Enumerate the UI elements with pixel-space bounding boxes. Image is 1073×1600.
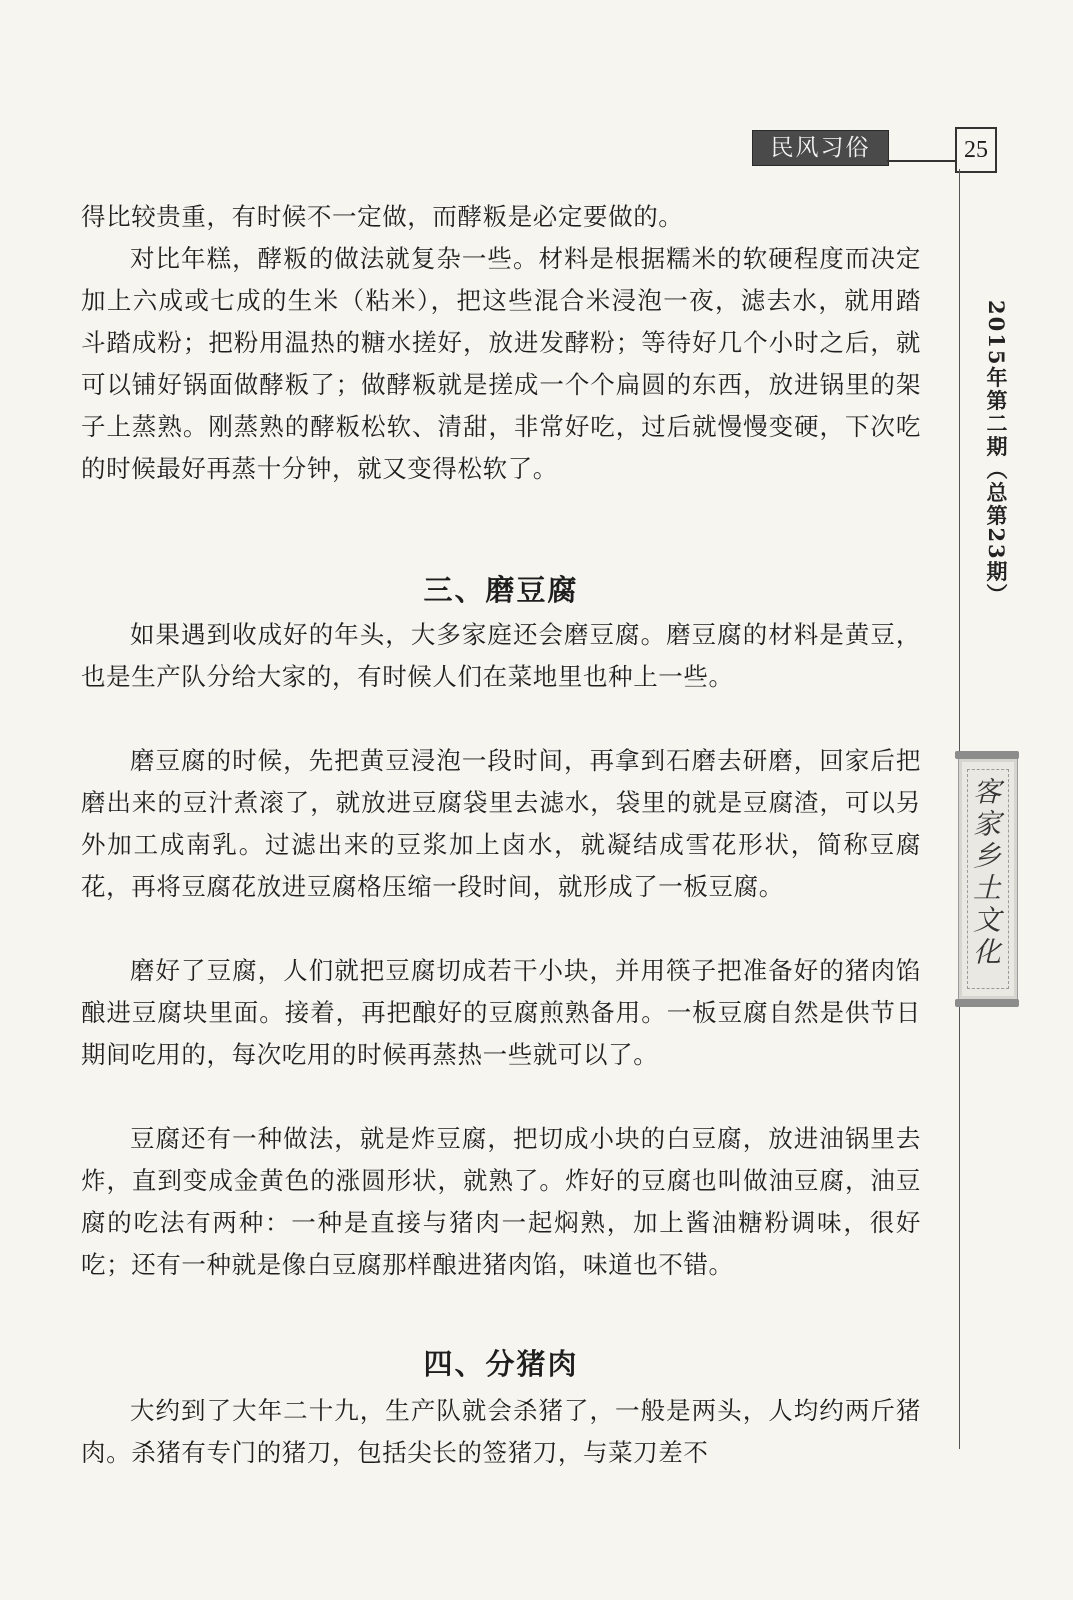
paragraph-continued: 得比较贵重，有时候不一定做，而酵粄是必定要做的。 [81, 202, 684, 231]
banner-calligraphy: 客家乡土文化 [969, 777, 1002, 969]
banner-roll-top [955, 751, 1019, 759]
section-tag: 民风习俗 [752, 130, 889, 166]
section-heading-tofu: 三、磨豆腐 [423, 573, 579, 607]
issue-info: 2015年第二期（总第23期） [984, 300, 1009, 607]
paragraph-pork: 大约到了大年二十九，生产队就会杀猪了，一般是两头，人均约两斤猪肉。杀猪有专门的猪刀，包括尖长的签猪刀，与菜刀差不 [81, 1396, 921, 1467]
paragraph-fried-tofu: 豆腐还有一种做法，就是炸豆腐，把切成小块的白豆腐，放进油锅里去炸，直到变成金黄色的涨圆形状，就熟了。炸好的豆腐也叫做油豆腐，油豆腐的吃法有两种：一种是直接与猪肉一起焖熟，加上酱油糖粉调味，很好吃；还有一种就是像白豆腐那样酿进猪肉馅，味道也不错。 [81, 1124, 921, 1279]
page-number: 25 [955, 127, 997, 173]
paragraph-jiaoban: 对比年糕，酵粄的做法就复杂一些。材料是根据糯米的软硬程度而决定加上六成或七成的生米（粘米），把这些混合米浸泡一夜，滤去水，就用踏斗踏成粉；把粉用温热的糖水搓好，放进发酵粉；等待好几个小时之后，就可以铺好锅面做酵粄了；做酵粄就是搓成一个个扁圆的东西，放进锅里的架子上蒸熟。刚蒸熟的酵粄松软、清甜，非常好吃，过后就慢慢变硬，下次吃的时候最好再蒸十分钟，就又变得松软了。 [81, 244, 921, 483]
section-heading-pork: 四、分猪肉 [423, 1347, 579, 1381]
paragraph-stuffed-tofu: 磨好了豆腐，人们就把豆腐切成若干小块，并用筷子把准备好的猪肉馅酿进豆腐块里面。接着，再把酿好的豆腐煎熟备用。一板豆腐自然是供节日期间吃用的，每次吃用的时候再蒸热一些就可以了。 [81, 956, 921, 1069]
banner-roll-bottom [955, 999, 1019, 1007]
calligraphy-banner [958, 758, 1018, 1000]
header-rule [887, 160, 955, 162]
paragraph-tofu-making: 磨豆腐的时候，先把黄豆浸泡一段时间，再拿到石磨去研磨，回家后把磨出来的豆汁煮滚了，就放进豆腐袋里去滤水，袋里的就是豆腐渣，可以另外加工成南乳。过滤出来的豆浆加上卤水，就凝结成雪花形状，简称豆腐花，再将豆腐花放进豆腐格压缩一段时间，就形成了一板豆腐。 [81, 746, 921, 901]
paragraph-tofu-intro: 如果遇到收成好的年头，大多家庭还会磨豆腐。磨豆腐的材料是黄豆，也是生产队分给大家的，有时候人们在菜地里也种上一些。 [81, 620, 921, 691]
